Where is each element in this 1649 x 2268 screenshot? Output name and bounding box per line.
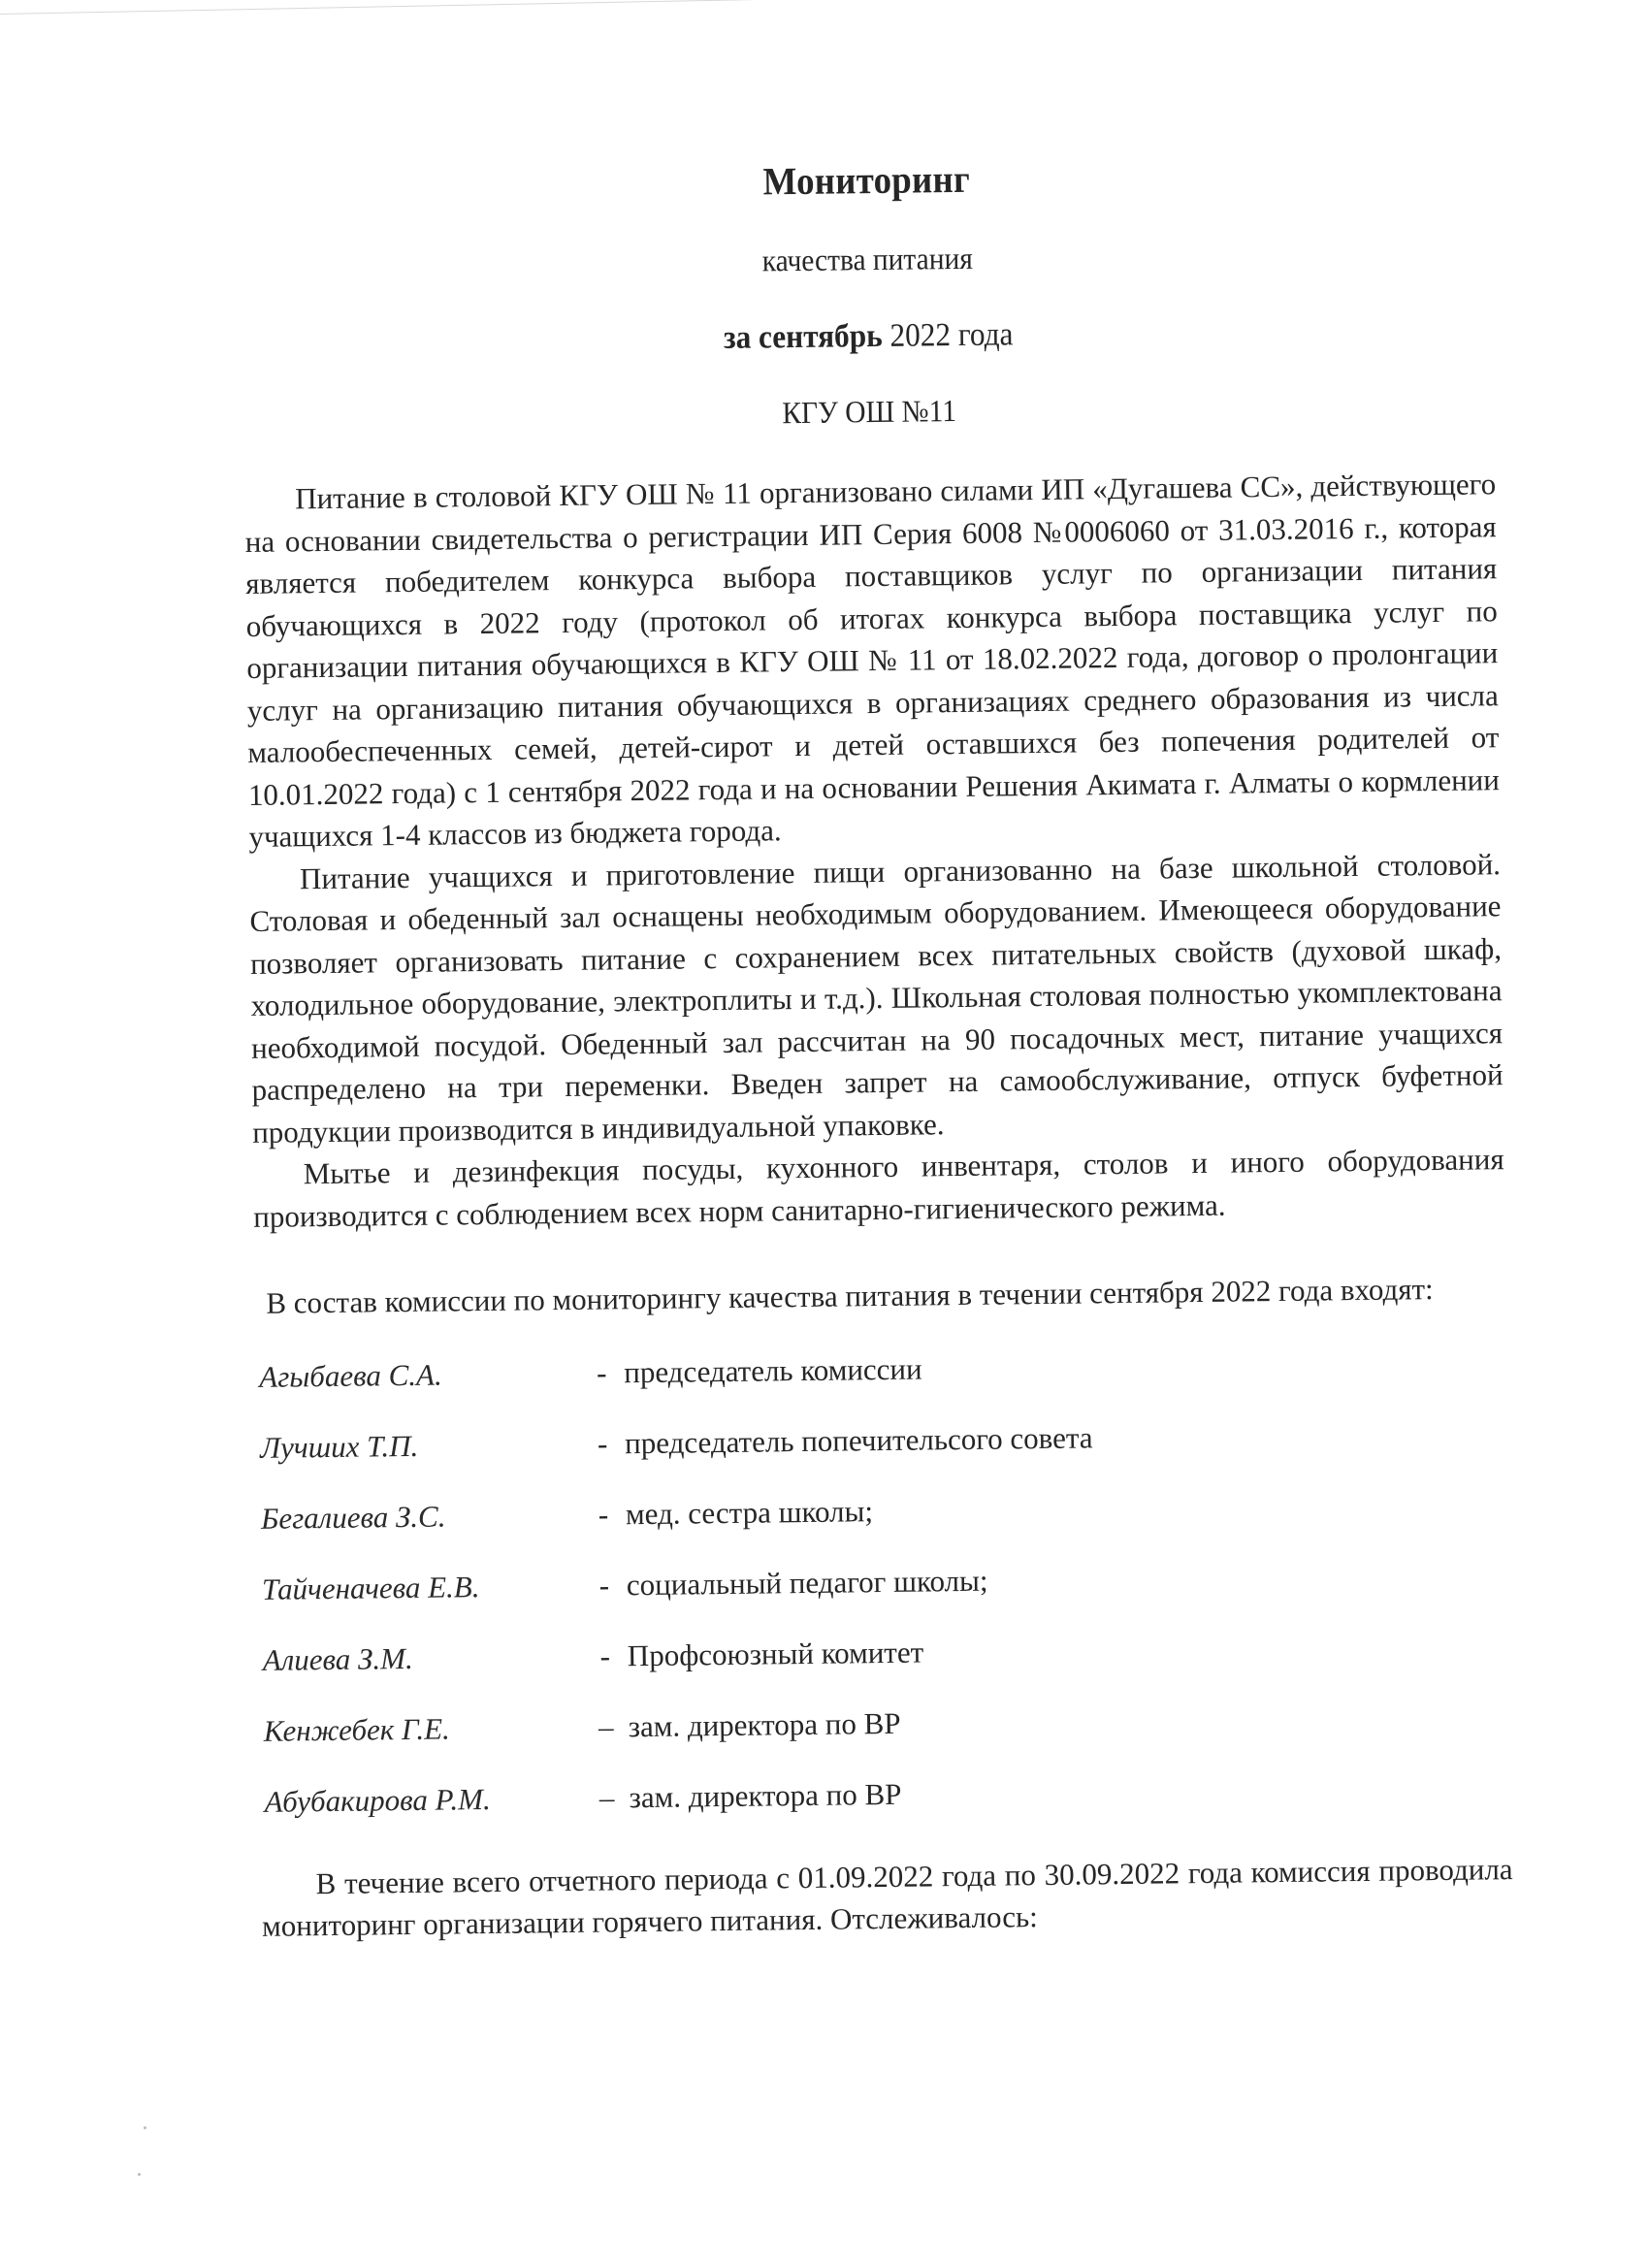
member-row bbox=[260, 1701, 1328, 1784]
member-name: Абубакирова Р.М. bbox=[264, 1781, 491, 1819]
document-page bbox=[241, 149, 1513, 1947]
member-row bbox=[256, 1417, 1324, 1501]
member-dash: – bbox=[598, 1779, 615, 1815]
member-dash: - bbox=[597, 1425, 608, 1461]
member-role: председатель комиссии bbox=[624, 1351, 922, 1389]
member-row bbox=[258, 1559, 1326, 1642]
member-role: Профсоюзный комитет bbox=[627, 1635, 924, 1672]
member-name: Кенжебек Г.Е. bbox=[263, 1710, 450, 1748]
member-name: Лучших Т.П. bbox=[259, 1428, 419, 1465]
paragraph-equipment: Питание учащихся и приготовление пищи организованно на базе школьной столовой. Столовая и обеденный зал оснащены необходимым оборудованием. Имеющееся оборудование позволяет организовать питание с сохранением всех питательных свойств (духовой шкаф, холодильное оборудование, электроплиты и т.д.). Школьная столовая полностью укомплектована необходимой посудой. Обеденный зал рассчитан на 90 посадочных мест, питание учащихся распределено на три переменки. Введен запрет на самообслуживание, отпуск буфетной продукции производится в индивидуальной упаковке. bbox=[249, 846, 1504, 1150]
member-row bbox=[255, 1346, 1323, 1430]
member-name: Тайченачева Е.В. bbox=[261, 1569, 480, 1606]
commission-members-list bbox=[255, 1346, 1328, 1855]
member-name: Агыбаева С.А. bbox=[259, 1357, 442, 1394]
paragraph-organization: Питание в столовой КГУ ОШ № 11 организовано силами ИП «Дугашева СС», действующего на основании свидетельства о регистрации ИП Серия 6008 №0006060 от 31.03.2016 г., которая является победителем конкурса выбора поставщиков услуг по организации питания обучающихся в 2022 году (протокол об итогах конкурса выбора поставщика услуг по организации питания обучающихся в КГУ ОШ № 11 от 18.02.2022 года, договор о пролонгации услуг на организацию питания обучающихся в организациях среднего образования из числа малообеспеченных семей, детей-сирот и детей оставшихся без попечения родителей от 10.01.2022 года) с 1 сентября 2022 года и на основании Решения Акимата г. Алматы о кормлении учащихся 1-4 классов из бюджета города. bbox=[244, 467, 1501, 854]
report-period-month: за сентябрь bbox=[723, 317, 883, 356]
member-row bbox=[257, 1488, 1325, 1571]
member-row bbox=[260, 1771, 1328, 1855]
member-role: зам. директора по ВР bbox=[629, 1776, 902, 1814]
report-period-year: 2022 года bbox=[882, 316, 1014, 354]
member-role: социальный педагог школы; bbox=[626, 1563, 988, 1602]
scan-speck bbox=[144, 2126, 146, 2129]
report-period bbox=[293, 311, 1444, 362]
commission-intro: В состав комиссии по мониторингу качества питания в течении сентября 2022 года входят: bbox=[266, 1272, 1434, 1320]
member-name: Бегалиева З.С. bbox=[260, 1499, 446, 1536]
member-dash: – bbox=[598, 1708, 614, 1744]
scanner-artifact-line bbox=[0, 0, 1203, 15]
member-role: зам. директора по ВР bbox=[628, 1705, 901, 1743]
member-name: Алиева З.М. bbox=[262, 1640, 413, 1677]
member-role: мед. сестра школы; bbox=[625, 1493, 874, 1531]
member-role: председатель попечительсого совета bbox=[624, 1419, 1093, 1460]
member-dash: - bbox=[598, 1567, 610, 1603]
member-dash: - bbox=[599, 1637, 611, 1673]
document-title: Мониторинг bbox=[762, 156, 971, 204]
paragraph-sanitation: Мытье и дезинфекция посуды, кухонного инвентаря, столов и иного оборудования производится с соблюдением всех норм санитарно-гигиенического режима. bbox=[253, 1142, 1504, 1234]
school-name: КГУ ОШ №11 bbox=[782, 393, 957, 431]
member-dash: - bbox=[596, 1354, 607, 1390]
member-row bbox=[259, 1630, 1327, 1713]
monitoring-period-paragraph: В течение всего отчетного периода с 01.09.2022 года по 30.09.2022 года комиссия проводила мониторинг организации горячего питания. Отслеживалось: bbox=[261, 1851, 1513, 1943]
scan-speck bbox=[138, 2173, 141, 2176]
document-subtitle: качества питания bbox=[761, 240, 973, 278]
member-dash: - bbox=[598, 1496, 609, 1532]
